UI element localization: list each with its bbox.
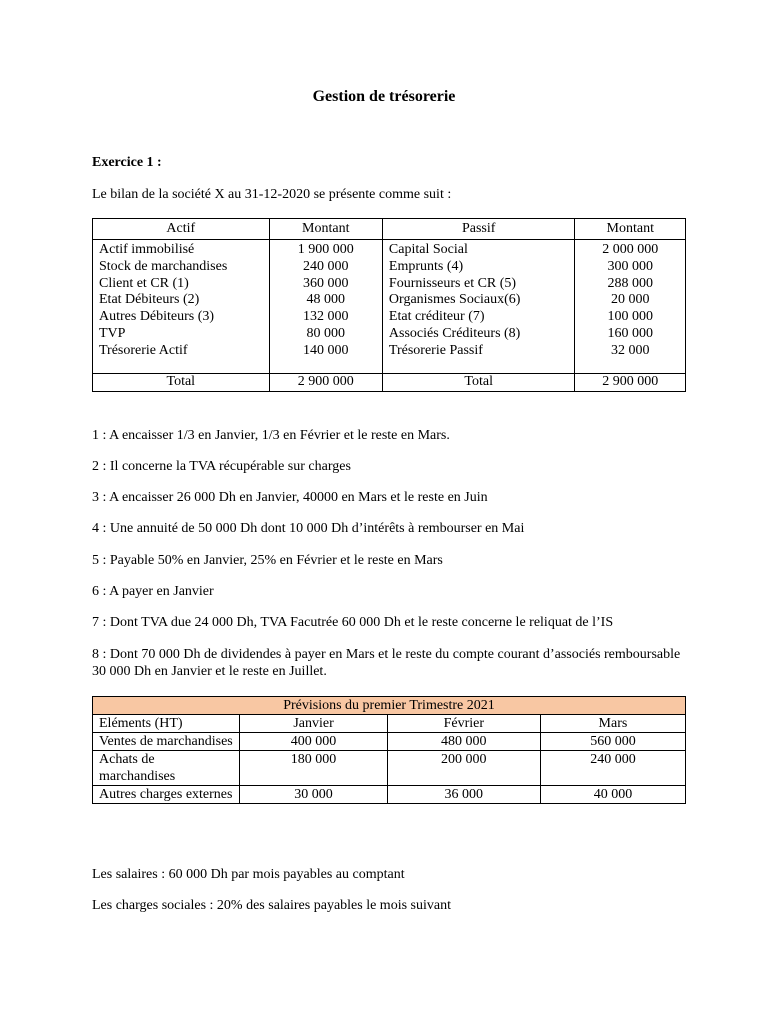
passif-amount: 100 000	[607, 309, 653, 325]
passif-items-cell	[382, 240, 575, 374]
table-row	[93, 751, 686, 786]
row-label: Achats de marchandises	[93, 751, 240, 786]
previsions-title: Prévisions du premier Trimestre 2021	[93, 697, 686, 715]
previsions-header-row	[93, 715, 686, 733]
row-value: 480 000	[387, 733, 540, 751]
actif-amounts-cell	[269, 240, 382, 374]
bilan-header-actif: Actif	[93, 219, 270, 240]
note-7: 7 : Dont TVA due 24 000 Dh, TVA Facutrée 60 000 Dh et le reste concerne le reliquat de l’IS	[92, 615, 614, 630]
row-value: 40 000	[540, 786, 685, 804]
row-value: 560 000	[540, 733, 685, 751]
table-row	[93, 786, 686, 804]
bilan-total-row	[93, 374, 686, 392]
actif-amount: 48 000	[306, 292, 345, 308]
header-elements: Eléments (HT)	[93, 715, 240, 733]
actif-item: Actif immobilisé	[99, 242, 195, 257]
row-value: 36 000	[387, 786, 540, 804]
row-value: 30 000	[240, 786, 387, 804]
intro-text: Le bilan de la société X au 31-12-2020 se présente comme suit :	[92, 187, 452, 202]
actif-item: Etat Débiteurs (2)	[99, 292, 200, 308]
actif-amount: 1 900 000	[297, 242, 354, 257]
actif-items-cell	[93, 240, 270, 374]
bilan-header-row	[93, 219, 686, 240]
passif-amount: 160 000	[607, 325, 653, 341]
passif-item: Fournisseurs et CR (5)	[388, 275, 517, 291]
total-label-passif: Total	[382, 374, 575, 392]
row-value: 200 000	[387, 751, 540, 786]
passif-item: Etat créditeur (7)	[388, 309, 485, 325]
total-label-actif: Total	[93, 374, 270, 392]
bilan-body-row	[93, 240, 686, 374]
salaires-text: Les salaires : 60 000 Dh par mois payables au comptant	[92, 867, 405, 882]
header-mars: Mars	[540, 715, 685, 733]
passif-item: Emprunts (4)	[388, 258, 464, 274]
bilan-header-montant-actif: Montant	[269, 219, 382, 240]
actif-item: Stock de marchandises	[99, 258, 228, 274]
actif-item: Client et CR (1)	[99, 275, 189, 291]
note-2: 2 : Il concerne la TVA récupérable sur charges	[92, 459, 351, 474]
note-5: 5 : Payable 50% en Janvier, 25% en Février et le reste en Mars	[92, 553, 443, 568]
passif-amounts-cell	[575, 240, 686, 374]
row-value: 240 000	[540, 751, 685, 786]
previsions-table	[92, 696, 686, 804]
passif-amount: 300 000	[607, 258, 653, 274]
bilan-header-passif: Passif	[382, 219, 575, 240]
passif-amount: 32 000	[610, 342, 650, 358]
bilan-table	[92, 218, 686, 392]
passif-item: Capital Social	[388, 242, 468, 257]
actif-amount: 132 000	[303, 309, 349, 325]
header-fevrier: Février	[387, 715, 540, 733]
passif-amount: 2 000 000	[602, 242, 659, 257]
previsions-title-row	[93, 697, 686, 715]
actif-item: Trésorerie Actif	[99, 342, 188, 358]
note-8: 8 : Dont 70 000 Dh de dividendes à payer en Mars et le reste du compte courant d’associés remboursable 30 000 Dh en Janvier et le reste en Juillet.	[92, 647, 681, 679]
passif-item: Organismes Sociaux(6)	[388, 292, 521, 308]
actif-amount: 140 000	[303, 342, 349, 358]
actif-amount: 360 000	[303, 275, 349, 291]
total-actif: 2 900 000	[269, 374, 382, 392]
bilan-header-montant-passif: Montant	[575, 219, 686, 240]
row-label: Autres charges externes	[93, 786, 240, 804]
passif-item: Associés Créditeurs (8)	[388, 325, 521, 341]
row-value: 400 000	[240, 733, 387, 751]
actif-item: TVP	[99, 325, 126, 341]
note-6: 6 : A payer en Janvier	[92, 584, 214, 599]
row-value: 180 000	[240, 751, 387, 786]
header-janvier: Janvier	[240, 715, 387, 733]
page-title: Gestion de trésorerie	[312, 88, 456, 105]
passif-item: Trésorerie Passif	[388, 342, 483, 358]
passif-amount: 20 000	[610, 292, 650, 308]
actif-amount: 80 000	[306, 325, 345, 341]
actif-item: Autres Débiteurs (3)	[99, 309, 215, 325]
note-3: 3 : A encaisser 26 000 Dh en Janvier, 40000 en Mars et le reste en Juin	[92, 490, 488, 505]
table-row	[93, 733, 686, 751]
exercise-title: Exercice 1 :	[92, 155, 162, 170]
note-4: 4 : Une annuité de 50 000 Dh dont 10 000 Dh d’intérêts à rembourser en Mai	[92, 521, 525, 536]
actif-amount: 240 000	[303, 258, 349, 274]
row-label: Ventes de marchandises	[93, 733, 240, 751]
note-1: 1 : A encaisser 1/3 en Janvier, 1/3 en Février et le reste en Mars.	[92, 428, 450, 443]
total-passif: 2 900 000	[575, 374, 686, 392]
passif-amount: 288 000	[607, 275, 653, 291]
charges-sociales-text: Les charges sociales : 20% des salaires payables le mois suivant	[92, 898, 451, 913]
